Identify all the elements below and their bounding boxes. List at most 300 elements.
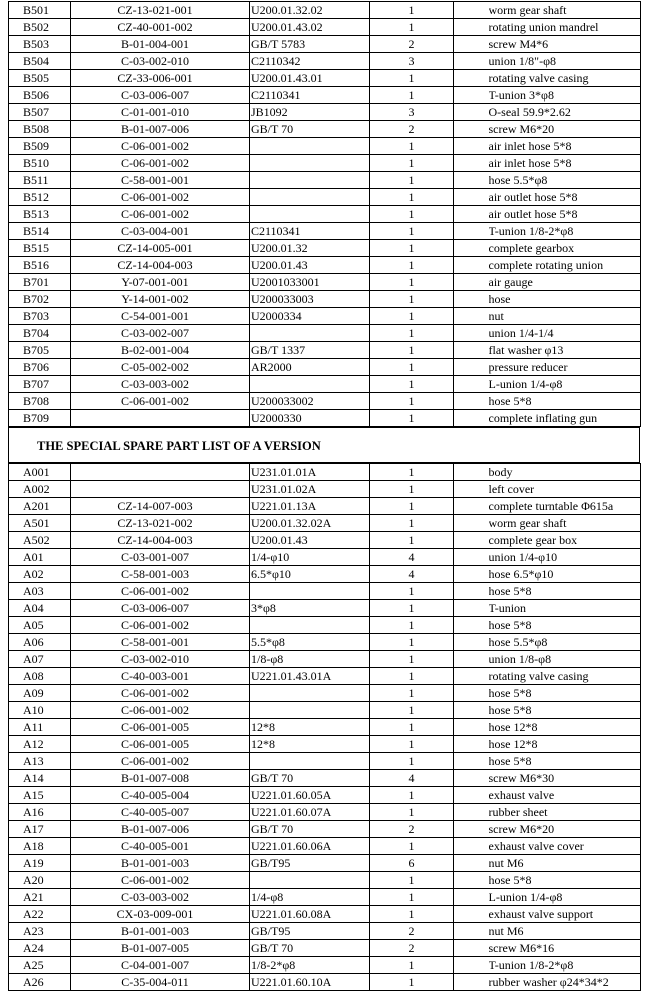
table-row xyxy=(9,291,641,308)
drawing-number-cell xyxy=(250,702,370,719)
item-number-cell: B504 xyxy=(9,53,71,70)
table-row xyxy=(9,940,641,957)
part-code-cell: B-01-007-005 xyxy=(71,940,250,957)
description-cell: screw M6*30 xyxy=(489,770,641,787)
spare-parts-table-a-body xyxy=(9,464,641,991)
quantity-cell: 1 xyxy=(370,308,454,325)
part-code-cell: C-03-002-010 xyxy=(71,53,250,70)
part-code-cell: C-06-001-002 xyxy=(71,872,250,889)
description-cell: screw M6*20 xyxy=(489,821,641,838)
spacer-cell xyxy=(454,583,489,600)
spacer-cell xyxy=(454,651,489,668)
description-cell: rubber sheet xyxy=(489,804,641,821)
spacer-cell xyxy=(454,359,489,376)
description-cell: nut M6 xyxy=(489,923,641,940)
part-code-cell: CZ-13-021-002 xyxy=(71,515,250,532)
description-cell: hose 5*8 xyxy=(489,753,641,770)
drawing-number-cell: GB/T 1337 xyxy=(250,342,370,359)
item-number-cell: B502 xyxy=(9,19,71,36)
item-number-cell: A10 xyxy=(9,702,71,719)
drawing-number-cell: AR2000 xyxy=(250,359,370,376)
quantity-cell: 1 xyxy=(370,240,454,257)
table-row xyxy=(9,19,641,36)
spacer-cell xyxy=(454,308,489,325)
spacer-cell xyxy=(454,2,489,19)
drawing-number-cell: U200.01.43 xyxy=(250,532,370,549)
spacer-cell xyxy=(454,138,489,155)
description-cell: air gauge xyxy=(489,274,641,291)
part-code-cell: B-01-004-001 xyxy=(71,36,250,53)
description-cell: T-union 1/8-2*φ8 xyxy=(489,223,641,240)
part-code-cell: C-03-006-007 xyxy=(71,87,250,104)
spacer-cell xyxy=(454,974,489,991)
table-row xyxy=(9,549,641,566)
part-code-cell: Y-14-001-002 xyxy=(71,291,250,308)
item-number-cell: A11 xyxy=(9,719,71,736)
drawing-number-cell: GB/T 5783 xyxy=(250,36,370,53)
table-row xyxy=(9,36,641,53)
part-code-cell: Y-07-001-001 xyxy=(71,274,250,291)
spacer-cell xyxy=(454,376,489,393)
item-number-cell: B510 xyxy=(9,155,71,172)
spacer-cell xyxy=(454,19,489,36)
description-cell: union 1/8"-φ8 xyxy=(489,53,641,70)
drawing-number-cell: U221.01.60.08A xyxy=(250,906,370,923)
part-code-cell: C-40-003-001 xyxy=(71,668,250,685)
item-number-cell: B704 xyxy=(9,325,71,342)
drawing-number-cell: U221.01.60.07A xyxy=(250,804,370,821)
quantity-cell: 1 xyxy=(370,872,454,889)
description-cell: body xyxy=(489,464,641,481)
part-code-cell: C-40-005-007 xyxy=(71,804,250,821)
item-number-cell: A02 xyxy=(9,566,71,583)
table-row xyxy=(9,923,641,940)
part-code-cell: C-06-001-002 xyxy=(71,189,250,206)
quantity-cell: 4 xyxy=(370,566,454,583)
spacer-cell xyxy=(454,600,489,617)
quantity-cell: 1 xyxy=(370,342,454,359)
item-number-cell: A12 xyxy=(9,736,71,753)
drawing-number-cell: U200.01.32.02 xyxy=(250,2,370,19)
table-row xyxy=(9,376,641,393)
drawing-number-cell xyxy=(250,872,370,889)
table-row xyxy=(9,308,641,325)
drawing-number-cell: GB/T95 xyxy=(250,923,370,940)
description-cell: T-union 3*φ8 xyxy=(489,87,641,104)
spacer-cell xyxy=(454,36,489,53)
description-cell: hose 12*8 xyxy=(489,719,641,736)
table-row xyxy=(9,2,641,19)
drawing-number-cell xyxy=(250,206,370,223)
quantity-cell: 1 xyxy=(370,359,454,376)
quantity-cell: 1 xyxy=(370,189,454,206)
part-code-cell: C-06-001-002 xyxy=(71,685,250,702)
drawing-number-cell: U200.01.43 xyxy=(250,257,370,274)
part-code-cell: C-06-001-002 xyxy=(71,138,250,155)
table-row xyxy=(9,651,641,668)
table-row xyxy=(9,821,641,838)
spacer-cell xyxy=(454,410,489,427)
quantity-cell: 1 xyxy=(370,2,454,19)
table-row xyxy=(9,838,641,855)
table-row xyxy=(9,906,641,923)
quantity-cell: 1 xyxy=(370,325,454,342)
description-cell: union 1/4-1/4 xyxy=(489,325,641,342)
quantity-cell: 1 xyxy=(370,257,454,274)
quantity-cell: 4 xyxy=(370,770,454,787)
table-row xyxy=(9,787,641,804)
item-number-cell: B506 xyxy=(9,87,71,104)
description-cell: T-union xyxy=(489,600,641,617)
quantity-cell: 1 xyxy=(370,515,454,532)
table-row xyxy=(9,121,641,138)
spacer-cell xyxy=(454,753,489,770)
spacer-cell xyxy=(454,240,489,257)
part-code-cell xyxy=(71,464,250,481)
spare-parts-table-a xyxy=(8,463,641,991)
item-number-cell: B707 xyxy=(9,376,71,393)
item-number-cell: A08 xyxy=(9,668,71,685)
spacer-cell xyxy=(454,104,489,121)
drawing-number-cell: U2000334 xyxy=(250,308,370,325)
item-number-cell: A07 xyxy=(9,651,71,668)
drawing-number-cell: U200.01.32.02A xyxy=(250,515,370,532)
drawing-number-cell xyxy=(250,172,370,189)
drawing-number-cell: JB1092 xyxy=(250,104,370,121)
table-row xyxy=(9,889,641,906)
description-cell: screw M4*6 xyxy=(489,36,641,53)
spacer-cell xyxy=(454,155,489,172)
item-number-cell: B508 xyxy=(9,121,71,138)
drawing-number-cell: C2110341 xyxy=(250,87,370,104)
item-number-cell: A01 xyxy=(9,549,71,566)
quantity-cell: 2 xyxy=(370,821,454,838)
description-cell: exhaust valve support xyxy=(489,906,641,923)
spacer-cell xyxy=(454,906,489,923)
spacer-cell xyxy=(454,668,489,685)
drawing-number-cell: U200033003 xyxy=(250,291,370,308)
item-number-cell: A17 xyxy=(9,821,71,838)
spacer-cell xyxy=(454,957,489,974)
part-code-cell: C-06-001-002 xyxy=(71,702,250,719)
drawing-number-cell: 12*8 xyxy=(250,719,370,736)
part-code-cell: C-03-004-001 xyxy=(71,223,250,240)
description-cell: union 1/4-φ10 xyxy=(489,549,641,566)
item-number-cell: B512 xyxy=(9,189,71,206)
description-cell: hose 5*8 xyxy=(489,872,641,889)
item-number-cell: B501 xyxy=(9,2,71,19)
table-row xyxy=(9,410,641,427)
table-row xyxy=(9,872,641,889)
drawing-number-cell xyxy=(250,617,370,634)
drawing-number-cell: GB/T 70 xyxy=(250,821,370,838)
spacer-cell xyxy=(454,719,489,736)
item-number-cell: B513 xyxy=(9,206,71,223)
spacer-cell xyxy=(454,923,489,940)
drawing-number-cell: U200.01.43.01 xyxy=(250,70,370,87)
part-code-cell: C-03-001-007 xyxy=(71,549,250,566)
part-code-cell: C-03-003-002 xyxy=(71,376,250,393)
drawing-number-cell xyxy=(250,155,370,172)
quantity-cell: 4 xyxy=(370,549,454,566)
spacer-cell xyxy=(454,53,489,70)
description-cell: complete turntable Φ615a xyxy=(489,498,641,515)
description-cell: hose 5*8 xyxy=(489,685,641,702)
section-title: THE SPECIAL SPARE PART LIST OF A VERSION xyxy=(8,427,640,463)
description-cell: nut M6 xyxy=(489,855,641,872)
spacer-cell xyxy=(454,532,489,549)
quantity-cell: 1 xyxy=(370,974,454,991)
description-cell: exhaust valve xyxy=(489,787,641,804)
item-number-cell: A19 xyxy=(9,855,71,872)
spacer-cell xyxy=(454,481,489,498)
description-cell: complete rotating union xyxy=(489,257,641,274)
spacer-cell xyxy=(454,566,489,583)
item-number-cell: B709 xyxy=(9,410,71,427)
quantity-cell: 1 xyxy=(370,668,454,685)
drawing-number-cell: GB/T 70 xyxy=(250,770,370,787)
quantity-cell: 3 xyxy=(370,53,454,70)
table-row xyxy=(9,804,641,821)
table-row xyxy=(9,393,641,410)
description-cell: hose 6.5*φ10 xyxy=(489,566,641,583)
part-code-cell: C-03-002-010 xyxy=(71,651,250,668)
spacer-cell xyxy=(454,498,489,515)
part-code-cell xyxy=(71,410,250,427)
item-number-cell: A09 xyxy=(9,685,71,702)
item-number-cell: B701 xyxy=(9,274,71,291)
quantity-cell: 1 xyxy=(370,957,454,974)
item-number-cell: A21 xyxy=(9,889,71,906)
item-number-cell: A03 xyxy=(9,583,71,600)
description-cell: nut xyxy=(489,308,641,325)
drawing-number-cell: U200033002 xyxy=(250,393,370,410)
item-number-cell: B511 xyxy=(9,172,71,189)
quantity-cell: 1 xyxy=(370,138,454,155)
quantity-cell: 1 xyxy=(370,634,454,651)
drawing-number-cell: 12*8 xyxy=(250,736,370,753)
table-row xyxy=(9,87,641,104)
item-number-cell: B703 xyxy=(9,308,71,325)
quantity-cell: 1 xyxy=(370,155,454,172)
quantity-cell: 1 xyxy=(370,464,454,481)
table-row xyxy=(9,515,641,532)
quantity-cell: 1 xyxy=(370,651,454,668)
spacer-cell xyxy=(454,291,489,308)
table-row xyxy=(9,274,641,291)
spacer-cell xyxy=(454,172,489,189)
item-number-cell: A001 xyxy=(9,464,71,481)
part-code-cell: CZ-14-005-001 xyxy=(71,240,250,257)
table-row xyxy=(9,668,641,685)
quantity-cell: 1 xyxy=(370,393,454,410)
drawing-number-cell: U2001033001 xyxy=(250,274,370,291)
item-number-cell: B708 xyxy=(9,393,71,410)
quantity-cell: 1 xyxy=(370,804,454,821)
part-code-cell: C-03-006-007 xyxy=(71,600,250,617)
description-cell: screw M6*20 xyxy=(489,121,641,138)
item-number-cell: A002 xyxy=(9,481,71,498)
spare-parts-table-b xyxy=(8,1,641,427)
item-number-cell: A13 xyxy=(9,753,71,770)
item-number-cell: B702 xyxy=(9,291,71,308)
drawing-number-cell: U221.01.13A xyxy=(250,498,370,515)
part-code-cell: B-01-001-003 xyxy=(71,855,250,872)
table-row xyxy=(9,342,641,359)
item-number-cell: B515 xyxy=(9,240,71,257)
table-row xyxy=(9,532,641,549)
drawing-number-cell: C2110341 xyxy=(250,223,370,240)
spacer-cell xyxy=(454,206,489,223)
spacer-cell xyxy=(454,634,489,651)
spacer-cell xyxy=(454,736,489,753)
description-cell: L-union 1/4-φ8 xyxy=(489,889,641,906)
item-number-cell: A23 xyxy=(9,923,71,940)
item-number-cell: A16 xyxy=(9,804,71,821)
table-row xyxy=(9,702,641,719)
drawing-number-cell: 1/8-2*φ8 xyxy=(250,957,370,974)
item-number-cell: B507 xyxy=(9,104,71,121)
table-row xyxy=(9,104,641,121)
description-cell: complete inflating gun xyxy=(489,410,641,427)
item-number-cell: B505 xyxy=(9,70,71,87)
description-cell: flat washer φ13 xyxy=(489,342,641,359)
quantity-cell: 1 xyxy=(370,410,454,427)
quantity-cell: 1 xyxy=(370,787,454,804)
spacer-cell xyxy=(454,855,489,872)
part-code-cell: C-54-001-001 xyxy=(71,308,250,325)
quantity-cell: 2 xyxy=(370,36,454,53)
table-row xyxy=(9,617,641,634)
part-code-cell: C-06-001-002 xyxy=(71,617,250,634)
spacer-cell xyxy=(454,189,489,206)
drawing-number-cell xyxy=(250,189,370,206)
table-row xyxy=(9,155,641,172)
description-cell: union 1/8-φ8 xyxy=(489,651,641,668)
table-row xyxy=(9,464,641,481)
quantity-cell: 2 xyxy=(370,121,454,138)
item-number-cell: A14 xyxy=(9,770,71,787)
description-cell: rotating valve casing xyxy=(489,70,641,87)
quantity-cell: 1 xyxy=(370,274,454,291)
part-code-cell: CZ-40-001-002 xyxy=(71,19,250,36)
part-code-cell: C-58-001-001 xyxy=(71,172,250,189)
table-row xyxy=(9,600,641,617)
drawing-number-cell xyxy=(250,325,370,342)
spare-parts-table-b-body xyxy=(9,2,641,427)
part-code-cell: CX-03-009-001 xyxy=(71,906,250,923)
table-row xyxy=(9,223,641,240)
spacer-cell xyxy=(454,515,489,532)
item-number-cell: A05 xyxy=(9,617,71,634)
spacer-cell xyxy=(454,940,489,957)
drawing-number-cell xyxy=(250,138,370,155)
part-code-cell: C-06-001-005 xyxy=(71,736,250,753)
spacer-cell xyxy=(454,872,489,889)
item-number-cell: A24 xyxy=(9,940,71,957)
part-code-cell: C-03-002-007 xyxy=(71,325,250,342)
description-cell: rotating valve casing xyxy=(489,668,641,685)
description-cell: hose 5*8 xyxy=(489,702,641,719)
table-row xyxy=(9,70,641,87)
item-number-cell: A501 xyxy=(9,515,71,532)
description-cell: hose xyxy=(489,291,641,308)
part-code-cell: C-58-001-001 xyxy=(71,634,250,651)
part-code-cell: B-01-007-006 xyxy=(71,821,250,838)
item-number-cell: B706 xyxy=(9,359,71,376)
table-row xyxy=(9,957,641,974)
table-row xyxy=(9,566,641,583)
description-cell: air inlet hose 5*8 xyxy=(489,138,641,155)
drawing-number-cell: GB/T95 xyxy=(250,855,370,872)
drawing-number-cell: U231.01.02A xyxy=(250,481,370,498)
part-code-cell xyxy=(71,481,250,498)
item-number-cell: A502 xyxy=(9,532,71,549)
item-number-cell: A18 xyxy=(9,838,71,855)
item-number-cell: A15 xyxy=(9,787,71,804)
spacer-cell xyxy=(454,838,489,855)
quantity-cell: 1 xyxy=(370,685,454,702)
table-row xyxy=(9,172,641,189)
drawing-number-cell xyxy=(250,376,370,393)
spacer-cell xyxy=(454,770,489,787)
drawing-number-cell: 6.5*φ10 xyxy=(250,566,370,583)
description-cell: rotating union mandrel xyxy=(489,19,641,36)
drawing-number-cell: 1/4-φ10 xyxy=(250,549,370,566)
table-row xyxy=(9,583,641,600)
item-number-cell: B516 xyxy=(9,257,71,274)
spacer-cell xyxy=(454,87,489,104)
quantity-cell: 1 xyxy=(370,206,454,223)
quantity-cell: 3 xyxy=(370,104,454,121)
description-cell: rubber washer φ24*34*2 xyxy=(489,974,641,991)
drawing-number-cell: U221.01.60.10A xyxy=(250,974,370,991)
part-code-cell: C-06-001-002 xyxy=(71,753,250,770)
drawing-number-cell xyxy=(250,753,370,770)
item-number-cell: A26 xyxy=(9,974,71,991)
item-number-cell: A25 xyxy=(9,957,71,974)
part-code-cell: CZ-14-004-003 xyxy=(71,532,250,549)
table-row xyxy=(9,736,641,753)
quantity-cell: 1 xyxy=(370,223,454,240)
spacer-cell xyxy=(454,223,489,240)
description-cell: air outlet hose 5*8 xyxy=(489,189,641,206)
table-row xyxy=(9,53,641,70)
drawing-number-cell: GB/T 70 xyxy=(250,940,370,957)
part-code-cell: C-35-004-011 xyxy=(71,974,250,991)
drawing-number-cell: 5.5*φ8 xyxy=(250,634,370,651)
table-row xyxy=(9,855,641,872)
item-number-cell: B509 xyxy=(9,138,71,155)
item-number-cell: A201 xyxy=(9,498,71,515)
part-code-cell: C-06-001-002 xyxy=(71,583,250,600)
spacer-cell xyxy=(454,685,489,702)
quantity-cell: 1 xyxy=(370,498,454,515)
part-code-cell: CZ-14-007-003 xyxy=(71,498,250,515)
drawing-number-cell: GB/T 70 xyxy=(250,121,370,138)
item-number-cell: A04 xyxy=(9,600,71,617)
description-cell: T-union 1/8-2*φ8 xyxy=(489,957,641,974)
spacer-cell xyxy=(454,549,489,566)
spacer-cell xyxy=(454,393,489,410)
quantity-cell: 1 xyxy=(370,481,454,498)
part-code-cell: C-06-001-002 xyxy=(71,155,250,172)
drawing-number-cell xyxy=(250,583,370,600)
drawing-number-cell: U221.01.60.06A xyxy=(250,838,370,855)
table-row xyxy=(9,325,641,342)
spacer-cell xyxy=(454,342,489,359)
quantity-cell: 1 xyxy=(370,87,454,104)
